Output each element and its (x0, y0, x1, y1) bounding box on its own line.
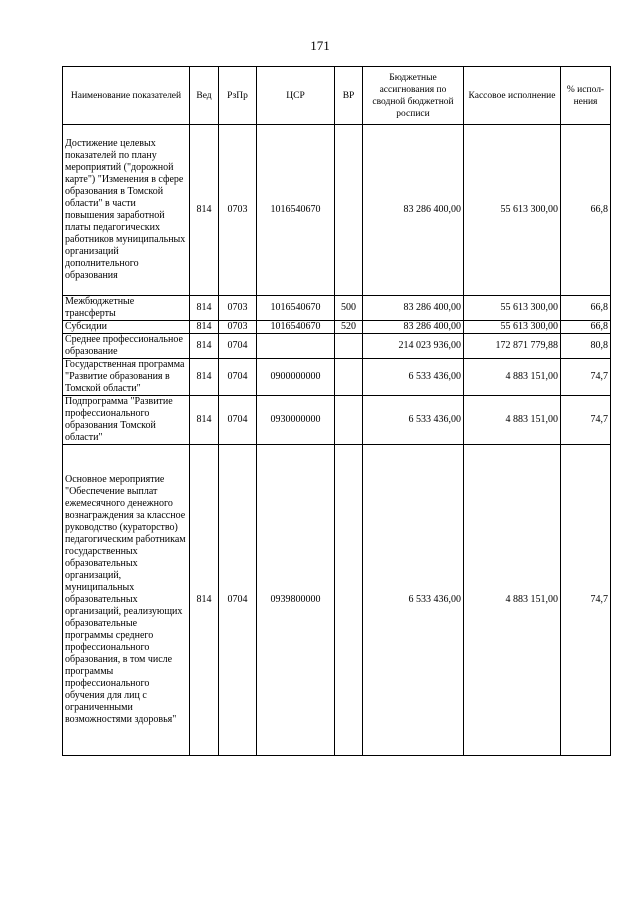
cell-budget: 83 286 400,00 (363, 321, 464, 334)
cell-name: Подпрограмма "Развитие профессионального образования Томской области" (63, 396, 190, 445)
col-header-vr: ВР (335, 67, 363, 125)
cell-vr: 500 (335, 296, 363, 321)
cell-csr: 1016540670 (257, 296, 335, 321)
table-row (63, 334, 611, 359)
cell-csr: 0930000000 (257, 396, 335, 445)
col-header-csr: ЦСР (257, 67, 335, 125)
cell-pct: 66,8 (561, 125, 611, 296)
cell-name: Межбюджетные трансферты (63, 296, 190, 321)
cell-cash: 55 613 300,00 (464, 321, 561, 334)
cell-ved: 814 (190, 296, 219, 321)
cell-cash: 4 883 151,00 (464, 396, 561, 445)
table-row (63, 396, 611, 445)
cell-rzpr: 0704 (219, 359, 257, 396)
cell-budget: 6 533 436,00 (363, 445, 464, 756)
cell-rzpr: 0704 (219, 396, 257, 445)
cell-budget: 6 533 436,00 (363, 359, 464, 396)
cell-vr (335, 334, 363, 359)
cell-cash: 4 883 151,00 (464, 359, 561, 396)
cell-pct: 66,8 (561, 296, 611, 321)
cell-cash: 172 871 779,88 (464, 334, 561, 359)
cell-ved: 814 (190, 359, 219, 396)
cell-name: Субсидии (63, 321, 190, 334)
cell-pct: 80,8 (561, 334, 611, 359)
cell-pct: 74,7 (561, 445, 611, 756)
cell-vr (335, 125, 363, 296)
cell-vr (335, 396, 363, 445)
col-header-pct: % испол-нения (561, 67, 611, 125)
table-row (63, 125, 611, 296)
cell-ved: 814 (190, 125, 219, 296)
cell-csr: 1016540670 (257, 321, 335, 334)
cell-budget: 214 023 936,00 (363, 334, 464, 359)
cell-name: Среднее профессиональное образование (63, 334, 190, 359)
cell-rzpr: 0704 (219, 445, 257, 756)
cell-vr: 520 (335, 321, 363, 334)
table-row (63, 321, 611, 334)
col-header-cash: Кассовое исполнение (464, 67, 561, 125)
cell-name: Государственная программа "Развитие образования в Томской области" (63, 359, 190, 396)
cell-ved: 814 (190, 321, 219, 334)
cell-vr (335, 359, 363, 396)
cell-ved: 814 (190, 396, 219, 445)
cell-budget: 6 533 436,00 (363, 396, 464, 445)
cell-rzpr: 0704 (219, 334, 257, 359)
col-header-budget: Бюджетные ассигнования по сводной бюджетной росписи (363, 67, 464, 125)
cell-vr (335, 445, 363, 756)
cell-pct: 74,7 (561, 359, 611, 396)
cell-ved: 814 (190, 445, 219, 756)
cell-csr: 1016540670 (257, 125, 335, 296)
cell-rzpr: 0703 (219, 296, 257, 321)
cell-cash: 4 883 151,00 (464, 445, 561, 756)
cell-name: Основное мероприятие "Обеспечение выплат ежемесячного денежного вознаграждения за классное руководство (кураторство) педагогическим работникам государственных образовательных организаций, муниципальных образовательных организаций, реализующих образовательные программы среднего профессионального образования, в том числе программы профессионального обучения для лиц с ограниченными возможностями здоровья" (63, 445, 190, 756)
col-header-name: Наименование показателей (63, 67, 190, 125)
budget-table (62, 66, 611, 756)
col-header-ved: Вед (190, 67, 219, 125)
page-number: 171 (310, 38, 330, 53)
cell-budget: 83 286 400,00 (363, 125, 464, 296)
cell-csr (257, 334, 335, 359)
cell-ved: 814 (190, 334, 219, 359)
cell-rzpr: 0703 (219, 125, 257, 296)
cell-csr: 0939800000 (257, 445, 335, 756)
table-header-row (63, 67, 611, 125)
cell-pct: 66,8 (561, 321, 611, 334)
cell-cash: 55 613 300,00 (464, 125, 561, 296)
cell-cash: 55 613 300,00 (464, 296, 561, 321)
cell-csr: 0900000000 (257, 359, 335, 396)
table-row (63, 445, 611, 756)
table-row (63, 359, 611, 396)
cell-name: Достижение целевых показателей по плану мероприятий ("дорожной карте") "Изменения в сфере образования в Томской области" в части повышения заработной платы педагогических работников муниципальных организаций дополнительного образования (63, 125, 190, 296)
cell-pct: 74,7 (561, 396, 611, 445)
cell-rzpr: 0703 (219, 321, 257, 334)
col-header-rzpr: РзПр (219, 67, 257, 125)
table-row (63, 296, 611, 321)
cell-budget: 83 286 400,00 (363, 296, 464, 321)
